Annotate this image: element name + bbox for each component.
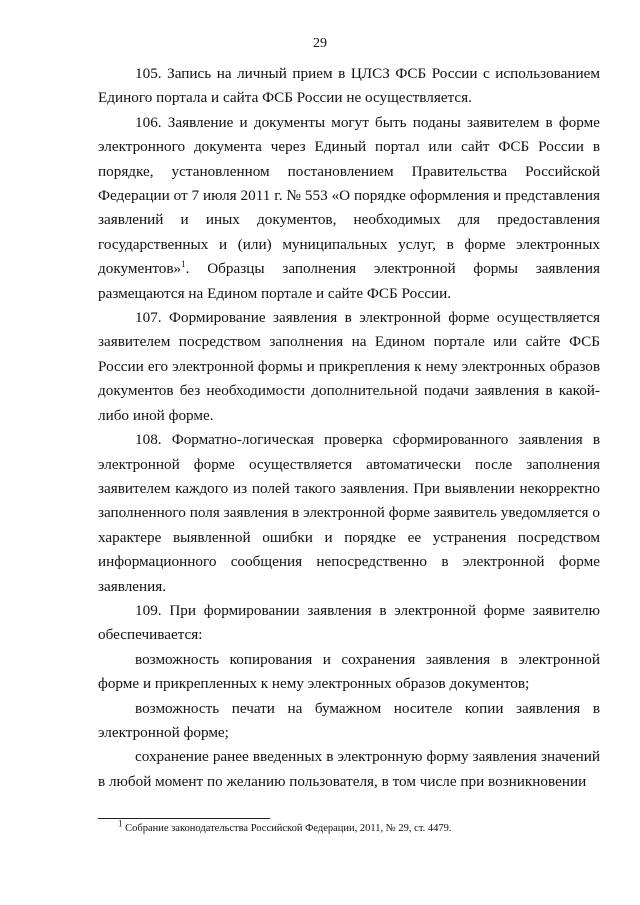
list-item-printing: возможность печати на бумажном носителе копии заявления в электронной форме; [98,699,600,741]
list-item-saving: сохранение ранее введенных в электронную форму заявления значений в любой момент по желанию пользователя, в том числе при возникновении [98,748,600,790]
paragraph-108: 108. Форматно-логическая проверка сформированного заявления в электронной форме осуществляется автоматически после заполнения заявителем каждого из полей такого заявления. При выявлении некорректно заполненного поля заявления в электронной форме заявитель уведомляется о характере выявленной ошибки и порядке ее устранения посредством информационного сообщения непосредственно в электронной форме заявления. [98,431,600,595]
list-item-copying: возможность копирования и сохранения заявления в электронной форме и прикрепленных к нему электронных образов документов; [98,650,600,693]
paragraph-106 [98,111,600,306]
footnote-marker: 1 [118,818,123,829]
page-number: 29 [313,36,327,51]
footnote-reference: 1 [181,259,186,270]
paragraph-107: 107. Формирование заявления в электронной форме осуществляется заявителем посредством заполнения на Едином портале или сайте ФСБ России его электронной формы и прикрепления к нему электронных образов документов без необходимости дополнительной подачи заявления в какой-либо иной форме. [98,309,600,424]
footnote [118,818,598,836]
body-text [98,62,600,794]
paragraph-109: 109. При формировании заявления в электронной форме заявителю обеспечивается: [98,601,600,644]
footnote-divider [98,818,270,819]
paragraph-105: 105. Запись на личный прием в ЦЛСЗ ФСБ России с использованием Единого портала и сайта ФСБ России не осуществляется. [98,65,600,107]
paragraph-106-text-end: . Образцы заполнения электронной формы заявления размещаются на Едином портале и сайте ФСБ России. [98,260,600,302]
footnote-text: Собрание законодательства Российской Федерации, 2011, № 29, ст. 4479. [122,823,452,834]
paragraph-106-text: 106. Заявление и документы могут быть поданы заявителем в форме электронного документа через Единый портал или сайт ФСБ России в порядке, установленном постановлением Правительства Российской Федерации от 7 июля 2011 г. № 553 «О порядке оформления и представления заявлений и иных документов, необходимых для предоставления государственных и (или) муниципальных услуг, в форме электронных документов» [98,113,600,278]
